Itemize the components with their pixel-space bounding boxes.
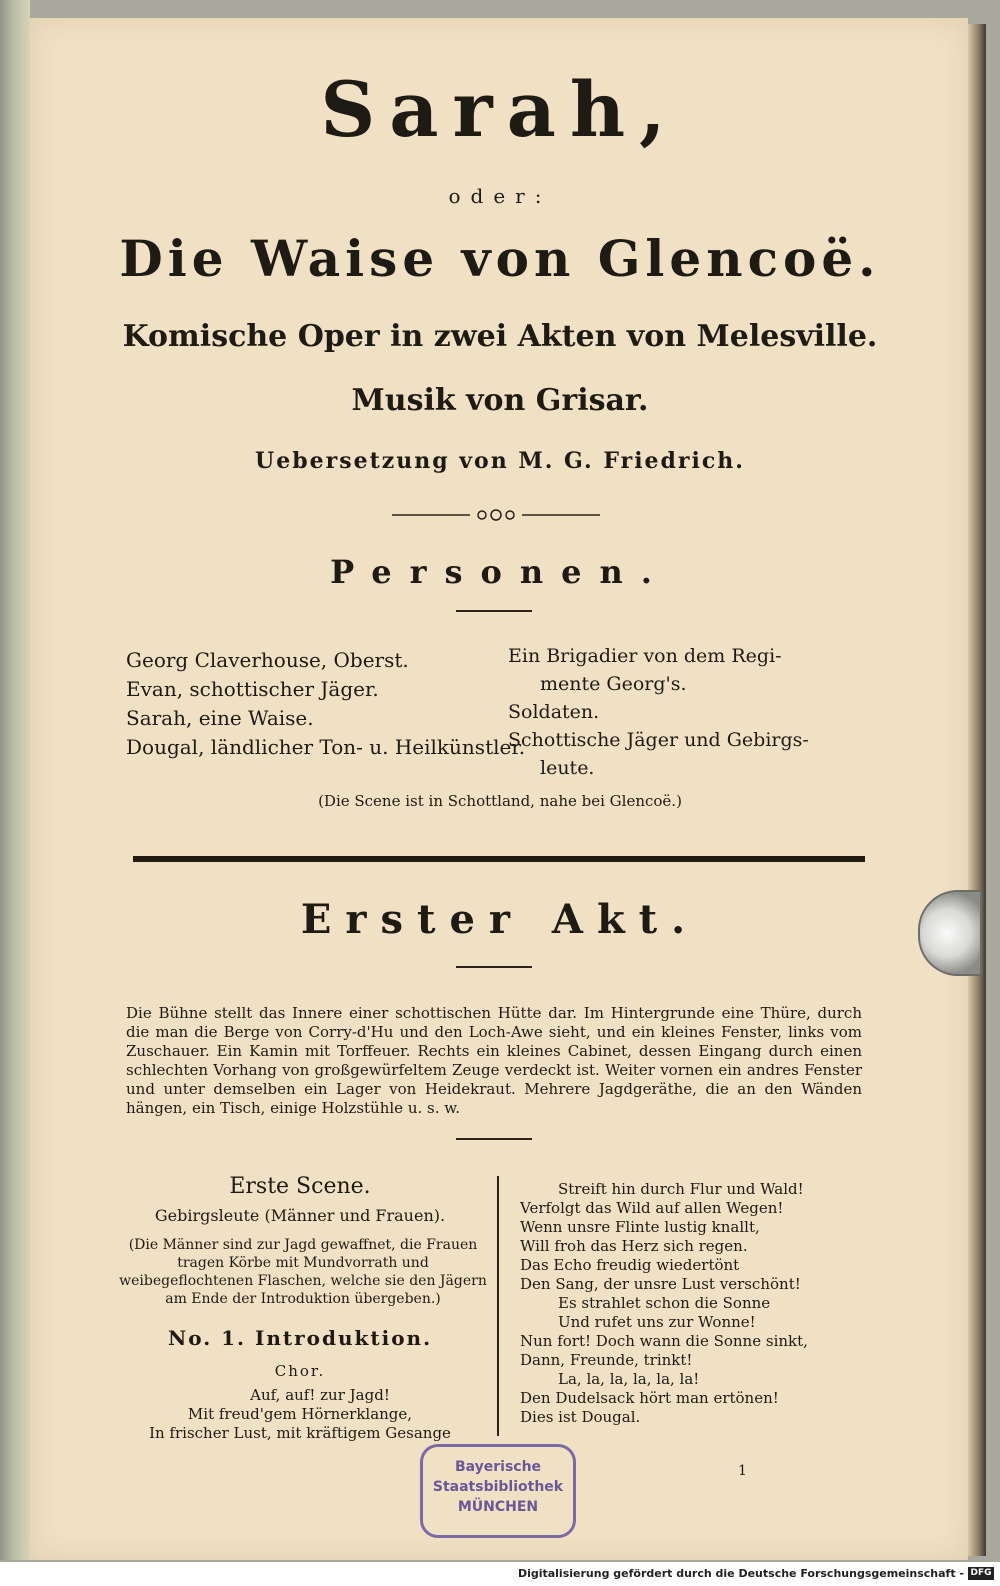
scene-heading: Erste Scene. [229,1174,371,1199]
ornament-divider [392,507,600,523]
subtitle: Die Waise von Glencoë. [119,229,881,288]
number-heading: No. 1. Introduktion. [167,1326,433,1350]
dfg-logo: DFG [968,1567,994,1580]
genre-line: Komische Oper in zwei Akten von Melesville. [122,319,878,354]
column-divider [497,1176,499,1436]
scene-stage-note: (Die Männer sind zur Jagd gewaffnet, die Frauen tragen Körbe mit Mundvorrath und weibegeflochtenen Flaschen, welche sie den Jägern am Ende der Introduktion übergeben.) [119,1237,487,1307]
title: Sarah, [320,65,680,154]
verse-line: Wenn unsre Flinte lustig knallt, [520,1218,760,1236]
cast-item: Ein Brigadier von dem Regi- [508,645,782,667]
verse-line: Will froh das Herz sich regen. [520,1237,748,1255]
act-rule [456,966,532,968]
stage-description: Die Bühne stellt das Innere einer schottischen Hütte dar. Im Hintergrunde eine Thüre, durch die man die Berge von Corry-d'Hu und den Loch-Awe sieht, und ein kleines Fenster, links vom Zuschauer. Ein Kamin mit Torffeuer. Rechts ein kleines Cabinet, dessen Eingang durch einen schlechten Vorhang von großgewürfeltem Zeuge verdeckt ist. Weiter vornen ein andres Fenster und unter demselben ein Lager von Heidekraut. Mehrere Jagdgeräthe, die an den Wänden hängen, ein Tisch, einige Holzstühle u. s. w. [126,1004,862,1117]
library-stamp [420,1444,576,1538]
chorus-lines [140,1386,460,1443]
act-heading: Erster Akt. [300,896,700,943]
cast-item: Schottische Jäger und Gebirgs- [508,729,809,751]
persons-heading: Personen. [330,553,670,591]
cast-item: Soldaten. [508,701,600,723]
verse-line: Nun fort! Doch wann die Sonne sinkt, [520,1332,808,1350]
cast-item: Dougal, ländlicher Ton- u. Heilkünstler. [126,735,526,759]
verse-line: Den Sang, der unsre Lust verschönt! [520,1275,801,1293]
stamp-line: MÜNCHEN [457,1499,539,1515]
verse-line: Den Dudelsack hört man ertönen! [520,1389,779,1407]
verse-line: Mit freud'gem Hörnerklange, [187,1405,413,1423]
description-rule [456,1138,532,1140]
cast-item: leute. [540,757,595,779]
cast-item: mente Georg's. [540,673,687,695]
footer-credit: Digitalisierung gefördert durch die Deutsche Forschungsgemeinschaft - [517,1567,964,1580]
verse-line: Es strahlet schon die Sonne [558,1294,771,1312]
verse-line: Dann, Freunde, trinkt! [520,1351,693,1369]
footer-bar [0,1562,1000,1586]
cast-item: Sarah, eine Waise. [126,706,314,730]
verse-line: Dies ist Dougal. [520,1408,641,1426]
translation-credit: Uebersetzung von M. G. Friedrich. [255,448,745,474]
cast-right [508,642,809,782]
chorus-label: Chor. [274,1362,326,1380]
persons-rule [456,610,532,612]
scene-persons: Gebirgsleute (Männer und Frauen). [154,1206,446,1225]
verse-line: Auf, auf! zur Jagd! [250,1386,390,1404]
verse-line: In frischer Lust, mit kräftigem Gesange [149,1424,451,1442]
title-connector: oder: [448,184,552,208]
scene-location: (Die Scene ist in Schottland, nahe bei Glencoë.) [318,792,682,810]
verse-line: Verfolgt das Wild auf allen Wegen! [520,1199,784,1217]
verse-line: Und rufet uns zur Wonne! [558,1313,756,1331]
cast-item: Evan, schottischer Jäger. [126,677,379,701]
cast-left [126,646,525,762]
verse-line: Das Echo freudig wiedertönt [520,1256,740,1274]
section-rule [133,856,865,862]
stamp-line: Staatsbibliothek [432,1479,564,1495]
music-credit: Musik von Grisar. [351,383,649,418]
verse-line: Streift hin durch Flur und Wald! [558,1180,804,1198]
cast-item: Georg Claverhouse, Oberst. [126,648,409,672]
page-number: 1 [738,1463,747,1479]
verse-right [520,1180,940,1427]
verse-line: La, la, la, la, la, la! [558,1370,700,1388]
stamp-line: Bayerische [454,1459,542,1475]
